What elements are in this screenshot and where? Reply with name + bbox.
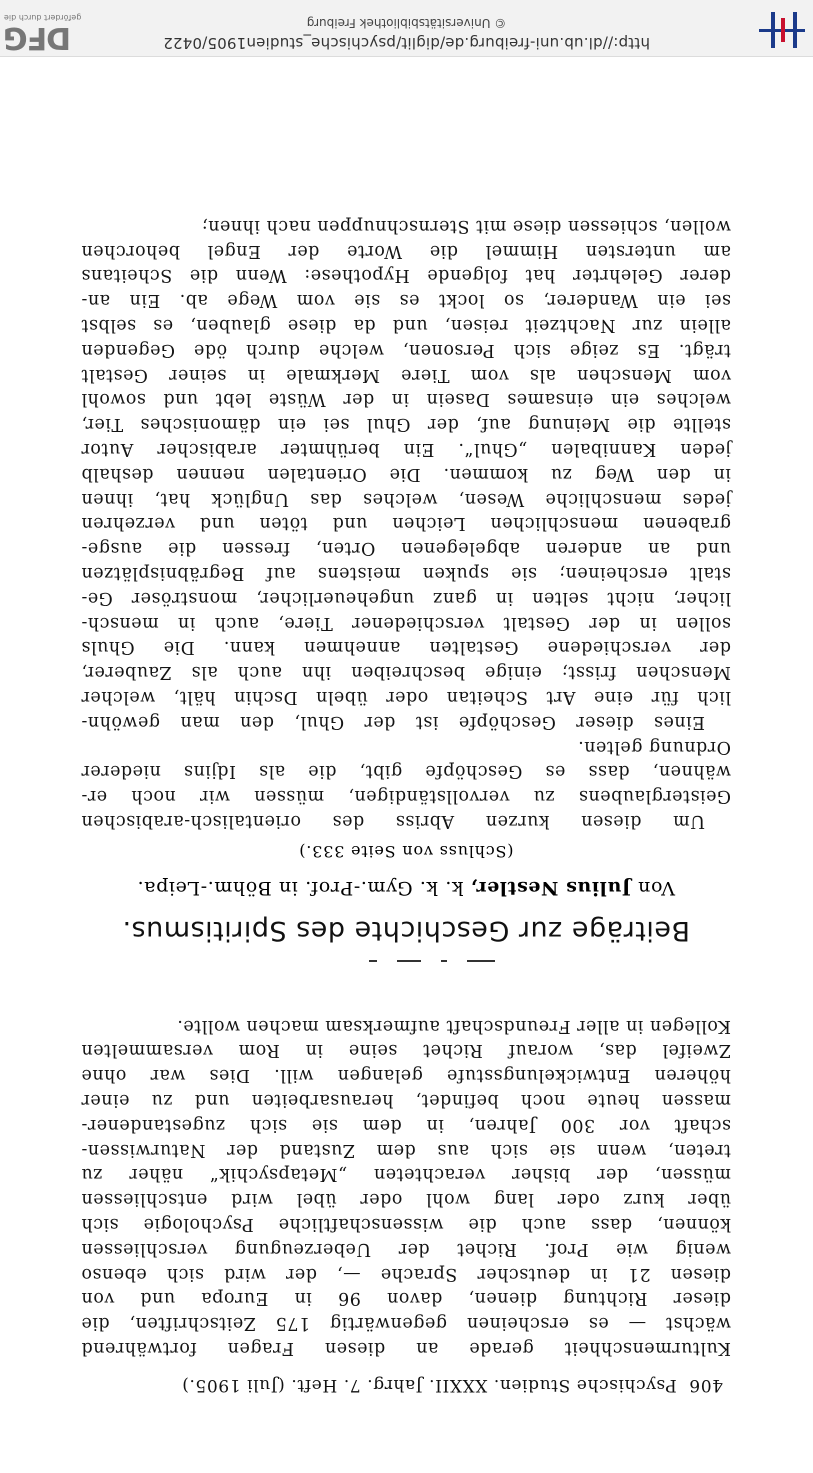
footer-copyright: © Universitätsbibliothek Freiburg: [306, 16, 507, 30]
text-line: müssen, der bisher verachteten „Metapsychik“ näher zu: [81, 1164, 731, 1185]
text-line: über kurz oder lang wohl oder übel wird entschliessen: [81, 1189, 731, 1210]
text-line: jedes menschliche Wesen, welches das Unglück hat, ihnen: [81, 488, 731, 509]
text-line: und an anderen abgelegenen Orten, fressen die ausge-: [81, 538, 731, 559]
text-line: wenig wie Prof. Richet der Ueberzeugung verschliessen: [81, 1238, 731, 1259]
text-line: jeden Kannibalen „Ghul“. Ein berühmter arabischer Autor: [81, 439, 731, 460]
text-line: können, dass auch die wissenschaftliche Psychologie sich: [81, 1214, 731, 1235]
text-line: Kulturmenschheit gerade an diesen Fragen fortwährend: [81, 1338, 731, 1358]
text-line: massen heute noch befindet, herausarbeiten und zu einer: [81, 1090, 731, 1111]
text-line: grabenen menschlichen Leichen und töten und verzehren: [81, 513, 731, 534]
dfg-logo-icon: [4, 8, 88, 55]
text-line: stalt erscheinen; sie spuken meistens auf Begräbnisplätzen: [81, 563, 731, 584]
text-line: stellte die Meinung auf, der Ghul sei ein dämonisches Tier,: [81, 414, 731, 435]
text-line: sollen in der Gestalt verschiedener Tiere, auch in mensch-: [81, 612, 731, 633]
article-title: Beiträge zur Geschichte des Spiritismus.: [122, 915, 690, 946]
text-line: Zweifel das, worauf Richet seine in Rom versammelten: [81, 1040, 731, 1061]
university-logo-icon: [745, 12, 805, 48]
text-line: Menschen frisst; einige beschreiben ihn auch als Zauberer,: [81, 662, 731, 683]
running-head: [103, 1375, 723, 1395]
dfg-logo-subtitle: gefördert durch die: [4, 13, 82, 22]
text-line: wähnen, dass es Geschöpfe gibt, die als Idjins niederer: [81, 761, 731, 782]
text-line: vom Menschen als vom Tiere Merkmale in seiner Gestalt: [81, 364, 731, 385]
footer-info: [120, 16, 693, 52]
text-line: allein zur Nachtzeit reisen, und da diese glauben, es selbst: [81, 315, 731, 336]
text-line: wollen, schiessen diese mit Sternschnuppen nach ihnen;: [201, 215, 731, 236]
text-line: Geisterglaubens zu vervollständigen, müssen wir noch er-: [81, 786, 731, 807]
text-line: Um diesen kurzen Abriss des orientalisch-arabischen: [81, 811, 705, 831]
text-line: licher, nicht selten in ganz ungeheuerlicher, monströser Ge-: [81, 587, 731, 608]
text-line: in den Weg zu kommen. Die Orientalen nennen deshalb: [81, 463, 731, 484]
text-line: lich für eine Art Scheitan oder übeln Dschin hält, welcher: [81, 687, 731, 708]
author-name: Julius Nestler,: [470, 877, 631, 899]
byline-prefix: Von: [637, 877, 676, 899]
text-line: schaft vor 300 Jahren, in dem sie sich zugestandener-: [81, 1114, 731, 1135]
page-number: 406: [688, 1375, 723, 1395]
text-line: Ordnung gelten.: [577, 736, 731, 757]
text-line: sei ein Wanderer, so lockt es sie vom Wege ab. Ein an-: [81, 290, 731, 311]
continuation-note: (Schluss von Seite 333.): [298, 842, 514, 861]
paragraph-block-1: [81, 1013, 731, 1360]
text-line: Eines dieser Geschöpfe ist der Ghul, den man gewöhn-: [81, 711, 705, 732]
author-affiliation: k. k. Gym.-Prof. in Böhm.-Leipa.: [136, 877, 464, 899]
text-line: höheren Entwickelungsstufe gelangen will. Dies war ohne: [81, 1065, 731, 1086]
dfg-logo-text: DFG: [4, 20, 72, 55]
section-divider: [345, 971, 495, 972]
text-line: wächst — es erscheinen gegenwärtig 175 Zeitschriften, die: [81, 1313, 731, 1334]
footer-url-link[interactable]: http://dl.ub.uni-freiburg.de/diglit/psychische_studien1905/0422: [163, 34, 650, 52]
text-line: diesen 21 in deutscher Sprache —, der wird sich ebenso: [81, 1263, 731, 1284]
text-line: am untersten Himmel die Worte der Engel behorchen: [81, 240, 731, 261]
paragraph-block-2: [81, 213, 731, 833]
text-line: trägt. Es zeige sich Personen, welche durch öde Gegenden: [81, 339, 731, 360]
text-line: dieser Richtung dienen, davon 96 in Europa und von: [81, 1288, 731, 1309]
text-line: derer Gelehrter hat folgende Hypothese: Wenn die Scheitans: [81, 265, 731, 286]
viewer-footer-bar: [0, 0, 813, 57]
article-byline: [81, 877, 731, 899]
text-line: Kollegen in aller Freundschaft aufmerksam machen wollte.: [176, 1015, 731, 1036]
text-line: der verschiedene Gestalten annehmen kann. Die Ghuls: [81, 637, 731, 658]
text-line: welches ein einsames Dasein in der Wüste lebt und sowohl: [81, 389, 731, 410]
running-head-text: Psychische Studien. XXXII. Jahrg. 7. Heft. (Juli 1905.): [181, 1375, 677, 1395]
text-line: treten, wenn sie sich aus dem Zustand der Naturwissen-: [81, 1139, 731, 1160]
